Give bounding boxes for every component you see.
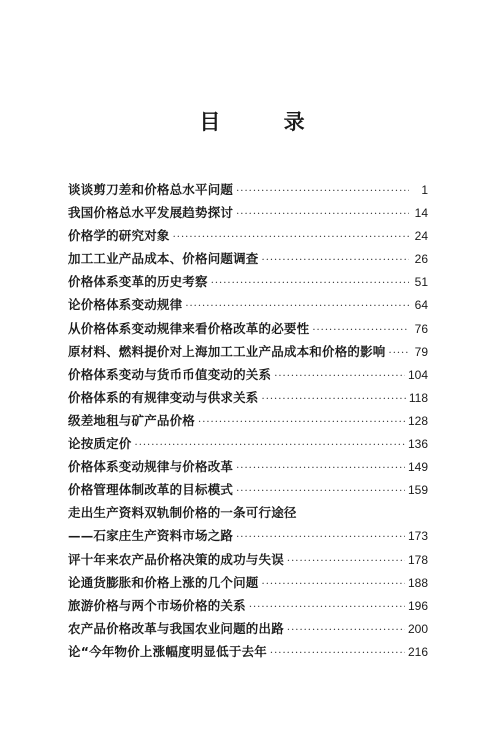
toc-leader xyxy=(236,186,409,197)
toc-entry-4 xyxy=(68,249,428,272)
toc-entry-title: 原材料、燃料提价对上海加工工业产品成本和价格的影响 xyxy=(68,343,386,359)
toc-leader xyxy=(185,301,409,312)
toc-entry-title: 从价格体系变动规律来看价格改革的必要性 xyxy=(68,320,310,336)
toc-entry-18 xyxy=(68,573,428,596)
toc-entry-12 xyxy=(68,434,428,457)
toc-page-number: 159 xyxy=(407,483,428,498)
toc-page-number: 1 xyxy=(421,183,428,197)
toc-entry-8 xyxy=(68,342,428,365)
toc-page-number: 64 xyxy=(414,298,428,313)
toc-entry-title: 论按质定价 xyxy=(68,436,132,452)
toc-entry-20 xyxy=(68,619,428,642)
toc-page-number: 79 xyxy=(414,344,428,359)
toc-leader xyxy=(262,255,409,266)
toc-leader xyxy=(287,625,405,636)
toc-entry-title: 论“今年物价上涨幅度明显低于去年 xyxy=(68,643,267,659)
toc-entry-7 xyxy=(68,319,428,342)
toc-entry-14 xyxy=(68,480,428,503)
toc-entry-19 xyxy=(68,596,428,619)
toc-entry-5 xyxy=(68,272,428,295)
toc-page-number: 24 xyxy=(414,229,428,244)
toc-leader xyxy=(236,209,409,220)
toc-leader xyxy=(262,579,405,590)
toc-entry-15 xyxy=(68,503,428,526)
toc-leader xyxy=(270,648,405,659)
toc-leader xyxy=(262,394,406,405)
toc-leader xyxy=(312,325,409,336)
toc-page-number: 200 xyxy=(407,621,428,636)
table-of-contents xyxy=(68,180,428,665)
toc-page-number: 118 xyxy=(408,390,428,405)
toc-entry-title: 价格管理体制改革的目标模式 xyxy=(68,482,234,498)
toc-entry-title: 我国价格总水平发展趋势探讨 xyxy=(68,205,234,221)
page-title: 目 录 xyxy=(199,110,333,134)
toc-page-number: 136 xyxy=(407,437,428,452)
toc-entry-title: 谈谈剪刀差和价格总水平问题 xyxy=(68,182,234,197)
toc-entry-title: 价格体系变动与货币币值变动的关系 xyxy=(68,366,272,382)
toc-page-number: 196 xyxy=(407,598,428,613)
toc-entry-title: 农产品价格改革与我国农业问题的出路 xyxy=(68,620,284,636)
toc-entry-13 xyxy=(68,457,428,480)
toc-leader xyxy=(274,371,405,382)
toc-entry-title: 论价格体系变动规律 xyxy=(68,297,183,313)
toc-page-number: 178 xyxy=(407,552,428,567)
toc-entry-title: 价格体系变动规律与价格改革 xyxy=(68,459,234,475)
toc-leader xyxy=(287,556,405,567)
toc-entry-title: 旅游价格与两个市场价格的关系 xyxy=(68,597,246,613)
toc-page-number: 14 xyxy=(414,206,428,221)
toc-page-number: 76 xyxy=(414,321,428,336)
toc-entry-title: 级差地租与矿产品价格 xyxy=(68,412,196,428)
toc-entry-title: 价格体系的有规律变动与供求关系 xyxy=(68,389,259,405)
toc-entry-title: 评十年来农产品价格决策的成功与失误 xyxy=(68,551,284,567)
toc-leader xyxy=(173,232,409,243)
toc-entry-10 xyxy=(68,388,428,411)
toc-page-number: 216 xyxy=(407,644,428,659)
toc-page-number: 149 xyxy=(407,460,428,475)
toc-entry-9 xyxy=(68,365,428,388)
toc-entry-title: 加工工业产品成本、价格问题调查 xyxy=(68,251,259,267)
toc-leader xyxy=(249,602,405,613)
toc-leader xyxy=(135,440,405,451)
toc-entry-title: 价格体系变革的历史考察 xyxy=(68,274,208,290)
toc-entry-title: ——石家庄生产资料市场之路 xyxy=(68,528,234,544)
toc-page-number: 26 xyxy=(414,252,428,267)
toc-entry-3 xyxy=(68,226,428,249)
toc-entry-title: 价格学的研究对象 xyxy=(68,228,170,244)
toc-page-number: 104 xyxy=(407,367,428,382)
toc-leader xyxy=(389,348,409,359)
toc-leader xyxy=(211,278,409,289)
toc-page-number: 128 xyxy=(407,413,428,428)
toc-leader xyxy=(236,486,405,497)
toc-leader xyxy=(198,417,405,428)
toc-entry-2 xyxy=(68,203,428,226)
toc-page-number: 188 xyxy=(407,575,428,590)
toc-entry-1 xyxy=(68,180,428,203)
toc-entry-6 xyxy=(68,295,428,318)
toc-page-number: 173 xyxy=(407,529,428,544)
toc-entry-21 xyxy=(68,642,428,665)
toc-entry-17 xyxy=(68,550,428,573)
toc-leader xyxy=(236,463,405,474)
toc-entry-16 xyxy=(68,526,428,549)
toc-leader xyxy=(236,532,405,543)
toc-entry-title: 走出生产资料双轨制价格的一条可行途径 xyxy=(68,505,297,521)
toc-entry-title: 论通货膨胀和价格上涨的几个问题 xyxy=(68,574,259,590)
toc-entry-11 xyxy=(68,411,428,434)
toc-page-number: 51 xyxy=(414,275,428,290)
